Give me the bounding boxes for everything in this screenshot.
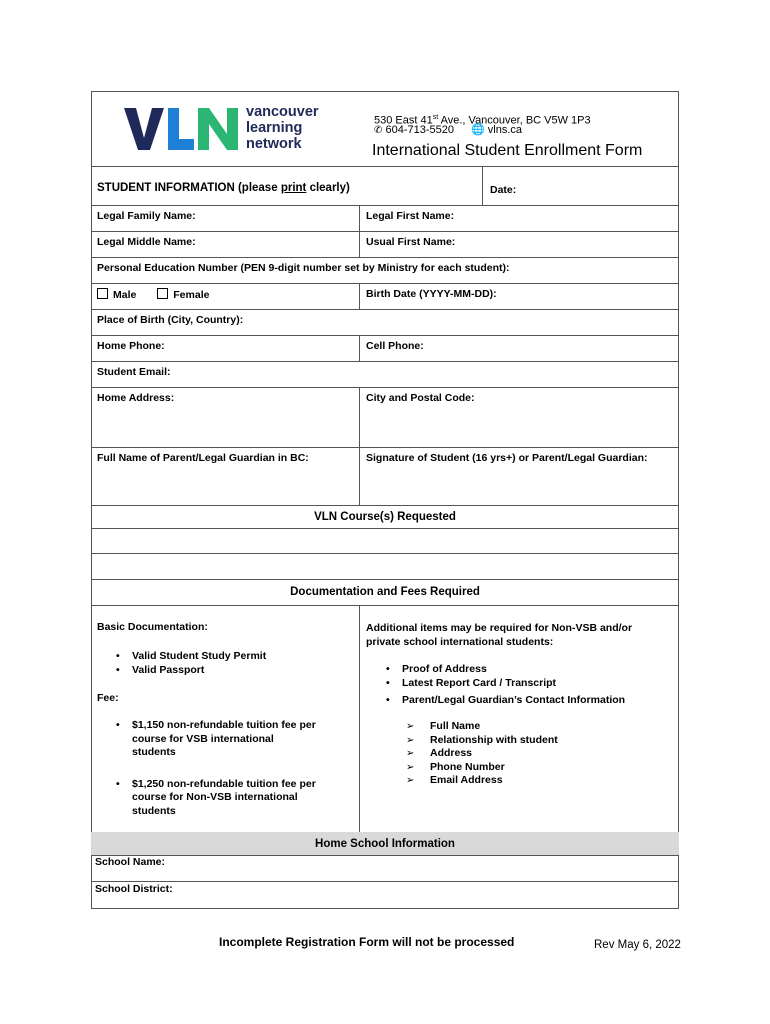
- birth-date-field[interactable]: Birth Date (YYYY-MM-DD):: [366, 288, 497, 300]
- logo-word-3: network: [246, 136, 302, 152]
- home-school-heading: Home School Information: [315, 838, 455, 850]
- heading-print: print: [280, 182, 307, 194]
- student-email-field[interactable]: Student Email:: [97, 366, 171, 378]
- list-item: ➢ Phone Number: [406, 761, 558, 775]
- fee-line: students: [132, 746, 176, 758]
- list-item: [114, 778, 316, 819]
- female-label: Female: [173, 289, 210, 301]
- phone-icon: ✆: [374, 125, 383, 136]
- heading-part: clearly): [306, 182, 350, 194]
- fee-line: • $1,250 non-refundable tuition fee per: [132, 777, 316, 790]
- additional-heading: [366, 621, 632, 649]
- school-district-field[interactable]: School District:: [95, 883, 173, 895]
- fee-line: course for Non-VSB international: [132, 791, 298, 803]
- globe-icon: 🌐: [471, 124, 485, 136]
- list-item: • Proof of Address: [384, 663, 625, 677]
- additional-heading-line: Additional items may be required for Non-VSB and/or: [366, 622, 633, 634]
- signature-field[interactable]: Signature of Student (16 yrs+) or Parent/Legal Guardian:: [366, 452, 648, 464]
- date-label[interactable]: Date:: [490, 184, 517, 196]
- fee-line: • $1,150 non-refundable tuition fee per: [132, 719, 316, 731]
- student-info-heading: [97, 182, 350, 195]
- logo-word-2: learning: [246, 120, 303, 136]
- cell-phone-field[interactable]: Cell Phone:: [366, 340, 424, 352]
- additional-list: [384, 663, 625, 708]
- list-item: • Valid Passport: [114, 664, 266, 678]
- address-street: 530 East 41: [374, 114, 433, 127]
- school-name-field[interactable]: School Name:: [95, 856, 166, 868]
- legal-middle-name-field[interactable]: Legal Middle Name:: [97, 236, 196, 248]
- place-of-birth-field[interactable]: Place of Birth (City, Country):: [97, 314, 244, 326]
- list-item: ➢ Email Address: [406, 774, 558, 788]
- heading-part: STUDENT INFORMATION (please: [97, 182, 281, 194]
- list-item: • Valid Student Study Permit: [114, 650, 266, 664]
- logo-word-1: vancouver: [246, 104, 319, 120]
- course-row-2[interactable]: [92, 554, 678, 578]
- list-item: [114, 719, 316, 760]
- contact-info-list: [406, 720, 558, 788]
- incomplete-notice: Incomplete Registration Form will not be processed: [219, 935, 515, 949]
- revision-date: Rev May 6, 2022: [594, 939, 681, 951]
- fee-heading: Fee:: [97, 692, 119, 704]
- male-checkbox[interactable]: [97, 288, 108, 299]
- gender-options: [97, 288, 209, 302]
- pen-field[interactable]: Personal Education Number (PEN 9-digit number set by Ministry for each student):: [97, 262, 510, 274]
- phone-number: 604-713-5520: [385, 124, 454, 136]
- courses-heading: VLN Course(s) Requested: [314, 511, 456, 523]
- home-address-field[interactable]: Home Address:: [97, 392, 175, 404]
- course-row-1[interactable]: [92, 529, 678, 552]
- list-item: • Latest Report Card / Transcript: [384, 677, 625, 691]
- form-title: International Student Enrollment Form: [372, 142, 643, 159]
- documentation-heading: Documentation and Fees Required: [290, 586, 480, 598]
- usual-first-name-field[interactable]: Usual First Name:: [366, 236, 456, 248]
- address-sup: st: [432, 114, 439, 121]
- list-item: • Parent/Legal Guardian’s Contact Information: [384, 694, 625, 708]
- list-item: ➢ Relationship with student: [406, 734, 558, 748]
- basic-documentation-list: [114, 650, 266, 677]
- address-city: Ave., Vancouver, BC V5W 1P3: [438, 114, 591, 127]
- fee-list: [114, 719, 316, 818]
- additional-heading-line: private school international students:: [366, 636, 554, 648]
- home-phone-field[interactable]: Home Phone:: [97, 340, 165, 352]
- list-item: ➢ Address: [406, 747, 558, 761]
- legal-first-name-field[interactable]: Legal First Name:: [366, 210, 455, 222]
- fee-line: course for VSB international: [132, 732, 274, 745]
- city-postal-field[interactable]: City and Postal Code:: [366, 392, 475, 404]
- male-label: Male: [113, 289, 137, 301]
- basic-documentation-heading: Basic Documentation:: [97, 621, 208, 633]
- website[interactable]: vlns.ca: [487, 124, 523, 136]
- fee-line: students: [132, 804, 176, 817]
- list-item: ➢ Full Name: [406, 720, 558, 734]
- female-checkbox[interactable]: [157, 288, 168, 299]
- legal-family-name-field[interactable]: Legal Family Name:: [97, 210, 196, 222]
- guardian-name-field[interactable]: Full Name of Parent/Legal Guardian in BC:: [97, 452, 309, 464]
